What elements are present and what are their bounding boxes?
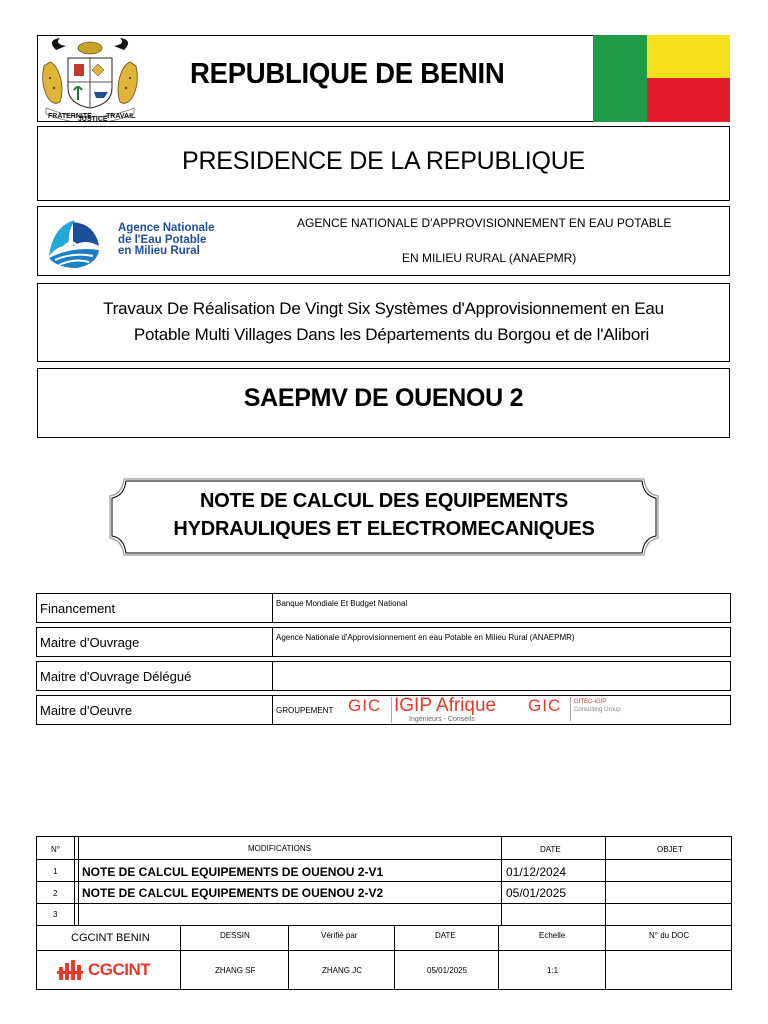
logo-line-2: de l'Eau Potable bbox=[118, 233, 207, 246]
financement-label: Financement bbox=[37, 594, 273, 622]
motto-text-2: JUSTICE bbox=[78, 116, 108, 121]
rev-row-date: 05/01/2025 bbox=[506, 886, 567, 900]
flag-green-band bbox=[593, 35, 647, 122]
cgcint-logo-text: CGCINT bbox=[88, 960, 151, 979]
agency-name-line-2: EN MILIEU RURAL (ANAEPMR) bbox=[402, 251, 577, 265]
motto-text-3: TRAVAIL bbox=[106, 113, 136, 120]
rev-vline bbox=[498, 925, 499, 990]
rev-vline bbox=[288, 925, 289, 990]
logo-line-3: en Milieu Rural bbox=[118, 245, 200, 257]
rev-header-objet: OBJET bbox=[657, 845, 683, 854]
flag-red-band bbox=[647, 78, 730, 122]
flag-yellow-band bbox=[647, 35, 730, 78]
rev-line bbox=[36, 950, 732, 951]
footer-company: CGCINT BENIN bbox=[71, 932, 150, 944]
footer-value-dessin: ZHANG SF bbox=[215, 966, 256, 975]
footer-header-date: DATE bbox=[435, 931, 456, 940]
maitre-oeuvre-value: GROUPEMENT bbox=[276, 706, 334, 715]
rev-vline bbox=[605, 836, 606, 925]
logo-divider-2 bbox=[570, 697, 571, 721]
footer-value-date: 05/01/2025 bbox=[427, 966, 468, 975]
rev-line bbox=[36, 881, 732, 882]
rev-line bbox=[36, 903, 732, 904]
rev-line bbox=[36, 925, 732, 926]
rev-vline bbox=[74, 836, 75, 925]
footer-value-verifie: ZHANG JC bbox=[322, 966, 362, 975]
info-row-maitre-oeuvre bbox=[36, 695, 731, 725]
gitec-logo: GITEC-IGIP bbox=[574, 699, 607, 705]
country-title: REPUBLIQUE DE BENIN bbox=[190, 58, 505, 90]
project-line-2: Potable Multi Villages Dans les Départements du Borgou et de l'Alibori bbox=[133, 325, 650, 344]
anaepmr-logo-icon bbox=[45, 216, 103, 275]
footer-value-echelle: 1:1 bbox=[547, 966, 559, 975]
maitre-ouvrage-delegue-label: Maitre d'Ouvrage Délégué bbox=[37, 662, 273, 690]
document-title-line-1: NOTE DE CALCUL DES EQUIPEMENTS bbox=[199, 490, 569, 512]
footer-header-echelle: Echelle bbox=[539, 931, 566, 940]
gic-logo-1: GIC bbox=[348, 696, 382, 715]
agency-name-line-1: AGENCE NATIONALE D'APPROVISIONNEMENT EN EAU POTABLE bbox=[297, 216, 672, 230]
logo-divider-1 bbox=[391, 697, 392, 723]
rev-vline bbox=[180, 925, 181, 990]
project-description bbox=[37, 296, 730, 348]
rev-vline bbox=[605, 925, 606, 990]
maitre-oeuvre-label: Maitre d'Oeuvre bbox=[37, 696, 273, 724]
rev-row-title: NOTE DE CALCUL EQUIPEMENTS DE OUENOU 2-V1 bbox=[82, 865, 384, 879]
document-title-line-2: HYDRAULIQUES ET ELECTROMECANIQUES bbox=[173, 518, 595, 540]
rev-row-num: 1 bbox=[53, 867, 58, 876]
financement-value: Banque Mondiale Et Budget National bbox=[276, 599, 408, 608]
anaepmr-logo-text bbox=[118, 223, 215, 258]
cgcint-logo-icon bbox=[57, 959, 85, 986]
rev-row-title: NOTE DE CALCUL EQUIPEMENTS DE OUENOU 2-V2 bbox=[82, 886, 384, 900]
maitre-ouvrage-value: Agence Nationale d'Approvisionnement en eau Potable en Milieu Rural (ANAEPMR) bbox=[276, 633, 575, 642]
gic-logo-2: GIC bbox=[528, 696, 562, 715]
igip-subtitle: Ingénieurs - Conseils bbox=[409, 716, 475, 723]
coat-of-arms-icon bbox=[38, 36, 142, 121]
info-row-maitre-ouvrage-delegue bbox=[36, 661, 731, 691]
igip-logo: IGIP Afrique bbox=[394, 695, 497, 716]
presidency-title: PRESIDENCE DE LA REPUBLIQUE bbox=[181, 146, 586, 175]
footer-header-num-doc: N° du DOC bbox=[649, 931, 690, 940]
project-line-1: Travaux De Réalisation De Vingt Six Systèmes d'Approvisionnement en Eau bbox=[103, 299, 664, 318]
rev-vline bbox=[394, 925, 395, 990]
rev-header-modifications: MODIFICATIONS bbox=[248, 844, 311, 853]
rev-vline bbox=[78, 836, 79, 925]
gitec-subtitle: Consulting Group bbox=[574, 707, 621, 713]
site-title: SAEPMV DE OUENOU 2 bbox=[243, 383, 524, 412]
footer-header-dessin: DESSIN bbox=[220, 931, 250, 940]
rev-header-date: DATE bbox=[540, 845, 561, 854]
info-row-financement bbox=[36, 593, 731, 623]
document-title bbox=[106, 483, 662, 547]
footer-header-verifie: Vérifié par bbox=[321, 931, 358, 940]
rev-row-num: 3 bbox=[53, 910, 58, 919]
rev-row-num: 2 bbox=[53, 889, 58, 898]
info-row-maitre-ouvrage bbox=[36, 627, 731, 657]
rev-header-num: N° bbox=[51, 845, 60, 854]
logo-line-1: Agence Nationale bbox=[118, 222, 215, 234]
rev-line bbox=[36, 859, 732, 860]
rev-vline bbox=[501, 836, 502, 925]
rev-row-date: 01/12/2024 bbox=[506, 865, 567, 879]
maitre-ouvrage-label: Maitre d'Ouvrage bbox=[37, 628, 273, 656]
motto-text-1: FRATERNITE bbox=[48, 113, 92, 120]
